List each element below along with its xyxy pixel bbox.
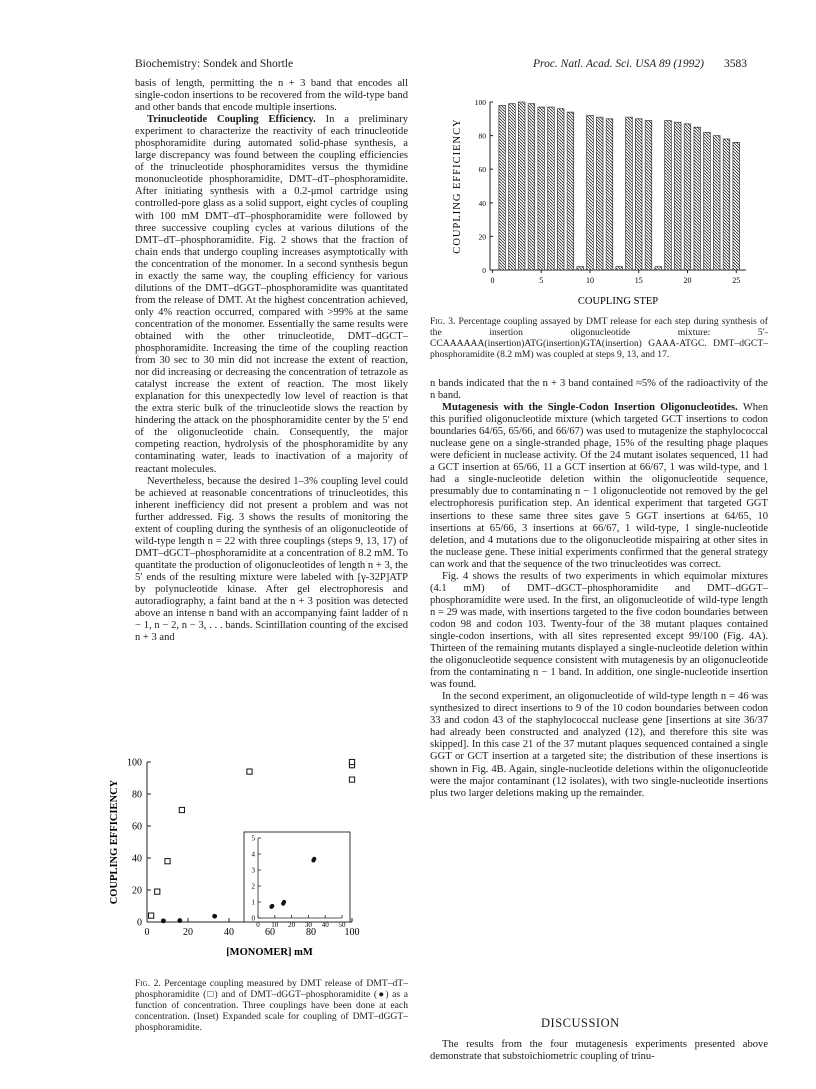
figure-2-caption-text: Percentage coupling measured by DMT release of DMT–dT–phosphoramidite (□) and of DMT–dGGT–phosphoramidite (●) as a function of concentration. Three couplings have been done at each concentration. (Inset) Expanded scale for coupling of DMT–dGGT–phosphoramidite. (135, 978, 409, 1033)
paragraph: Fig. 4 shows the results of two experiments in which equimolar mixtures (4.1 mM) of DMT–dGCT–phosphoramidite and DMT–dGGT–phosphoramidite were used. In the first, an oligonucleotide of wild-type length n = 29 was made, with insertions targeted to the five codon boundaries between codon 98 and codon 103. Twenty-four of the 38 mutant plaques contained single-codon insertions, with all sites represented except 99/100 (Fig. 4A). Thirteen of the remaining mutants displayed a single-nucleotide deletion within the oligonucleotide sequence consistent with mutagenesis by an oligonucleotide from the contaminating n − 1 band. In addition, one single-nucleotide insertion was found. (430, 570, 768, 691)
paragraph-heading: Mutagenesis with the Single-Codon Insertion Oligonucleotides. (442, 402, 738, 414)
inset-y-tick-label: 4 (251, 850, 255, 859)
bar (635, 119, 642, 270)
y-tick-label: 100 (474, 98, 486, 107)
paragraph: basis of length, permitting the n + 3 band that encodes all single-codon insertions to be recovered from the wild-type band and other bands that encode multiple insertions. (135, 78, 408, 114)
x-tick-label: 60 (265, 927, 275, 938)
data-point-dt (179, 807, 184, 812)
bar (606, 119, 613, 270)
bar (626, 117, 633, 270)
bar (684, 124, 691, 270)
figure-3-chart (430, 88, 760, 316)
bar (567, 112, 574, 270)
x-tick-label: 20 (683, 276, 692, 285)
inset-x-tick-label: 20 (288, 921, 296, 929)
inset-y-tick-label: 0 (251, 914, 255, 923)
inset-x-tick-label: 0 (256, 921, 260, 929)
y-tick-label: 0 (482, 266, 486, 275)
inset-data-point (282, 900, 286, 904)
bar (674, 122, 681, 270)
paragraph: Nevertheless, because the desired 1–3% coupling level could be achieved at reasonable concentrations of trinucleotides, this inherent inefficiency did not present a problem and was not further addressed. Fig. 3 shows the results of monitoring the extent of coupling during the synthesis of an oligonucleotide of wild-type length n = 22 with three couplings (steps 9, 13, 17) of DMT–dGCT–phosphoramidite at a concentration of 8.2 mM. To quantitate the production of oligonucleotides of length n + 3, the 5′ ends of the resulting mixture were labeled with [γ-32P]ATP by polynucleotide kinase. After gel electrophoresis and autoradiography, a faint band at the n + 3 position was detected above an intense n band with an accompanying faint ladder of n − 1, n − 2, n − 3, . . . bands. Scintillation counting of the excised n + 3 and (135, 475, 408, 644)
data-point-dt (349, 777, 354, 782)
bar (733, 142, 740, 270)
y-axis-label: COUPLING EFFICIENCY (452, 118, 463, 254)
y-tick-label: 100 (127, 757, 142, 769)
bar (596, 117, 603, 270)
y-tick-label: 40 (478, 198, 486, 208)
figure-2-caption (135, 978, 408, 1033)
bar (528, 104, 535, 270)
inset-x-tick-label: 10 (271, 921, 279, 929)
data-point-dt (155, 889, 160, 894)
bar (557, 109, 564, 270)
x-axis-label: [MONOMER] mM (226, 947, 313, 958)
paragraph-heading: Trinucleotide Coupling Efficiency. (147, 114, 316, 126)
y-tick-label: 60 (478, 165, 486, 175)
inset-y-tick-label: 2 (251, 882, 255, 891)
bar (509, 104, 516, 270)
bar (704, 132, 711, 270)
bar (665, 120, 672, 270)
x-tick-label: 80 (306, 927, 316, 938)
inset-x-tick-label: 50 (338, 921, 346, 929)
x-tick-label: 40 (224, 927, 234, 938)
bar (655, 267, 662, 270)
inset-y-tick-label: 1 (251, 898, 255, 907)
y-tick-label: 80 (132, 789, 142, 801)
inset-frame (244, 832, 350, 922)
x-axis-label: COUPLING STEP (577, 296, 659, 307)
figure-3-label: Fig. 3. (430, 316, 456, 327)
inset-y-tick-label: 3 (251, 866, 255, 875)
bar (723, 139, 730, 270)
figure-3-caption-text: Percentage coupling assayed by DMT release for each step during synthesis of the insertion oligonucleotide mixture: 5′-CCAAAAAA(insertion)ATG(insertion)GTA(insertion) GAAA-ATGC. DMT–dGCT–phosphoramidite (8.2 mM) was coupled at steps 9, 13, and 17. (430, 316, 769, 360)
bar (645, 120, 652, 270)
section-heading: DISCUSSION (541, 1016, 620, 1030)
left-column (135, 78, 408, 644)
x-tick-label: 15 (634, 276, 643, 285)
figure-2-chart (90, 750, 390, 976)
y-tick-label: 20 (132, 885, 142, 897)
data-point-dggt (161, 918, 166, 923)
inset-data-point (270, 904, 274, 908)
paragraph-text: When this purified oligonucleotide mixture (which targeted GCT insertions to codon boundaries 64/65, 65/66, and 66/67) was used to mutagenize the staphylococcal nuclease gene on a single-stranded phage, 15% of the resulting phage plaques were deficient in nuclease activity. Of the 24 mutant isolates sequenced, 11 had a GCT insertion at 65/66, 11 a GCT insertion at 66/67, 1 was wild-type, and 1 had a single-nucleotide deletion within the oligonucleotide sequence, presumably due to contaminating n − 1 oligonucleotide not removed by the gel electrophoresis purification step. An identical experiment that targeted GGT insertions to these same three sites gave 5 GGT insertions at 64/65, 10 insertions at 65/66, 3 insertions at 66/67, 1 wild-type, 1 single-nucleotide deletion, and 4 mutations due to the oligonucleotide mispairing at other sites in the nuclease gene. These initial experiments confirmed that the general strategy can work and that the sequence of the two trinucleotides was correct. (430, 402, 768, 570)
x-tick-label: 0 (144, 927, 150, 938)
data-point-dt (165, 859, 170, 864)
inset-x-tick-label: 30 (304, 921, 312, 929)
data-point-dt (247, 769, 252, 774)
bar (694, 127, 701, 270)
data-point-dt (149, 913, 154, 918)
x-tick-label: 20 (183, 927, 193, 938)
x-tick-label: 100 (344, 927, 360, 938)
x-tick-label: 5 (539, 276, 544, 285)
bar (499, 105, 506, 270)
bar (713, 136, 720, 270)
bar (577, 267, 584, 270)
x-tick-label: 10 (585, 276, 594, 285)
y-tick-label: 40 (132, 853, 142, 865)
data-point-dggt (177, 918, 182, 923)
running-head-journal: Proc. Natl. Acad. Sci. USA 89 (1992) (533, 58, 704, 70)
bar (587, 115, 594, 270)
data-point-dt (349, 759, 354, 764)
y-axis-label: COUPLING EFFICIENCY (109, 779, 120, 905)
page-number: 3583 (724, 58, 747, 70)
bar (538, 107, 545, 270)
right-column (430, 378, 768, 800)
discussion-text (430, 1039, 768, 1063)
paragraph (430, 402, 768, 571)
figure-2-label: Fig. 2. (135, 978, 161, 989)
inset-x-tick-label: 40 (321, 921, 329, 929)
y-tick-label: 20 (478, 232, 486, 242)
paragraph: In the second experiment, an oligonucleotide of wild-type length n = 46 was synthesized to direct insertions to 9 of the 10 codon boundaries between codon 33 and codon 43 of the staphylococcal nuclease gene [insertions at site 36/37 had already been constructed and analyzed (12), and therefore this site was skipped]. In this case 21 of the 37 mutant plaques sequenced contained a single GGT or GCT insertion at a targeted site; the distribution of these insertions is shown in Fig. 4B. Again, single-nucleotide deletions within the oligonucleotide were the major contaminant (12 isolates), with two single-nucleotide insertions plus two larger deletions making up the remainder. (430, 691, 768, 799)
figure-3-caption (430, 316, 768, 360)
paragraph: The results from the four mutagenesis experiments presented above demonstrate that substoichiometric coupling of trinu- (430, 1039, 768, 1063)
y-tick-label: 60 (132, 821, 142, 833)
data-point-dggt (212, 914, 217, 919)
running-head-left: Biochemistry: Sondek and Shortle (135, 58, 294, 70)
y-tick-label: 80 (478, 131, 486, 141)
paragraph-text: In a preliminary experiment to characterize the reactivity of each trinucleotide phosphoramidite during automated solid-phase synthesis, a large discrepancy was found between the coupling efficiencies of the trinucleotide phosphoramidites versus the thymidine mononucleotide phosphoramidite, DMT–dT–phosphoramidite. After initiating synthesis with a 0.2-μmol cartridge using controlled-pore glass as a solid support, eight cycles of coupling with 100 mM DMT–dT–phosphoramidite were followed by three successive coupling cycles at various dilutions of the DMT–dT–phosphoramidite. Fig. 2 shows that the fraction of chain ends that undergo coupling increases asymptotically with the concentration of the monomer. In a second synthesis begun in exactly the same way, the coupling efficiency for various dilutions of the DMT–dGGT–phosphoramidite was quantitated from the release of DMT. At the highest concentration achieved, only 4% reaction occurred, compared with >99% at the same concentration of the monomer. Essentially the same results were obtained with the other trinucleotide, DMT–dGCT–phosphoramidite. Increasing the time of the coupling reaction from 30 sec to 30 min did not increase the extent of reaction, nor did increasing or decreasing the concentration of tetrazole as catalyst increase the extent of reaction. The most likely explanation for this unexpectedly low level of reaction is that the extra steric bulk of the trinucleotide slows the reaction by hindering the attack on the phosphoramidite center by the 5′ end of the oligonucleotide chain. Consequently, the major competing reaction, hydrolysis of the phosphoramidite by any contaminating water, leads to inactivation of a majority of reactant molecules. (135, 114, 408, 475)
x-tick-label: 25 (732, 276, 741, 285)
bar (518, 102, 525, 270)
inset-data-point (312, 857, 316, 861)
inset-y-tick-label: 5 (251, 834, 255, 843)
bar (548, 107, 555, 270)
paragraph: n bands indicated that the n + 3 band contained ≈5% of the radioactivity of the n band. (430, 378, 768, 402)
bar (616, 267, 623, 270)
y-tick-label: 0 (137, 917, 142, 929)
paragraph (135, 114, 408, 475)
x-tick-label: 0 (490, 276, 495, 285)
